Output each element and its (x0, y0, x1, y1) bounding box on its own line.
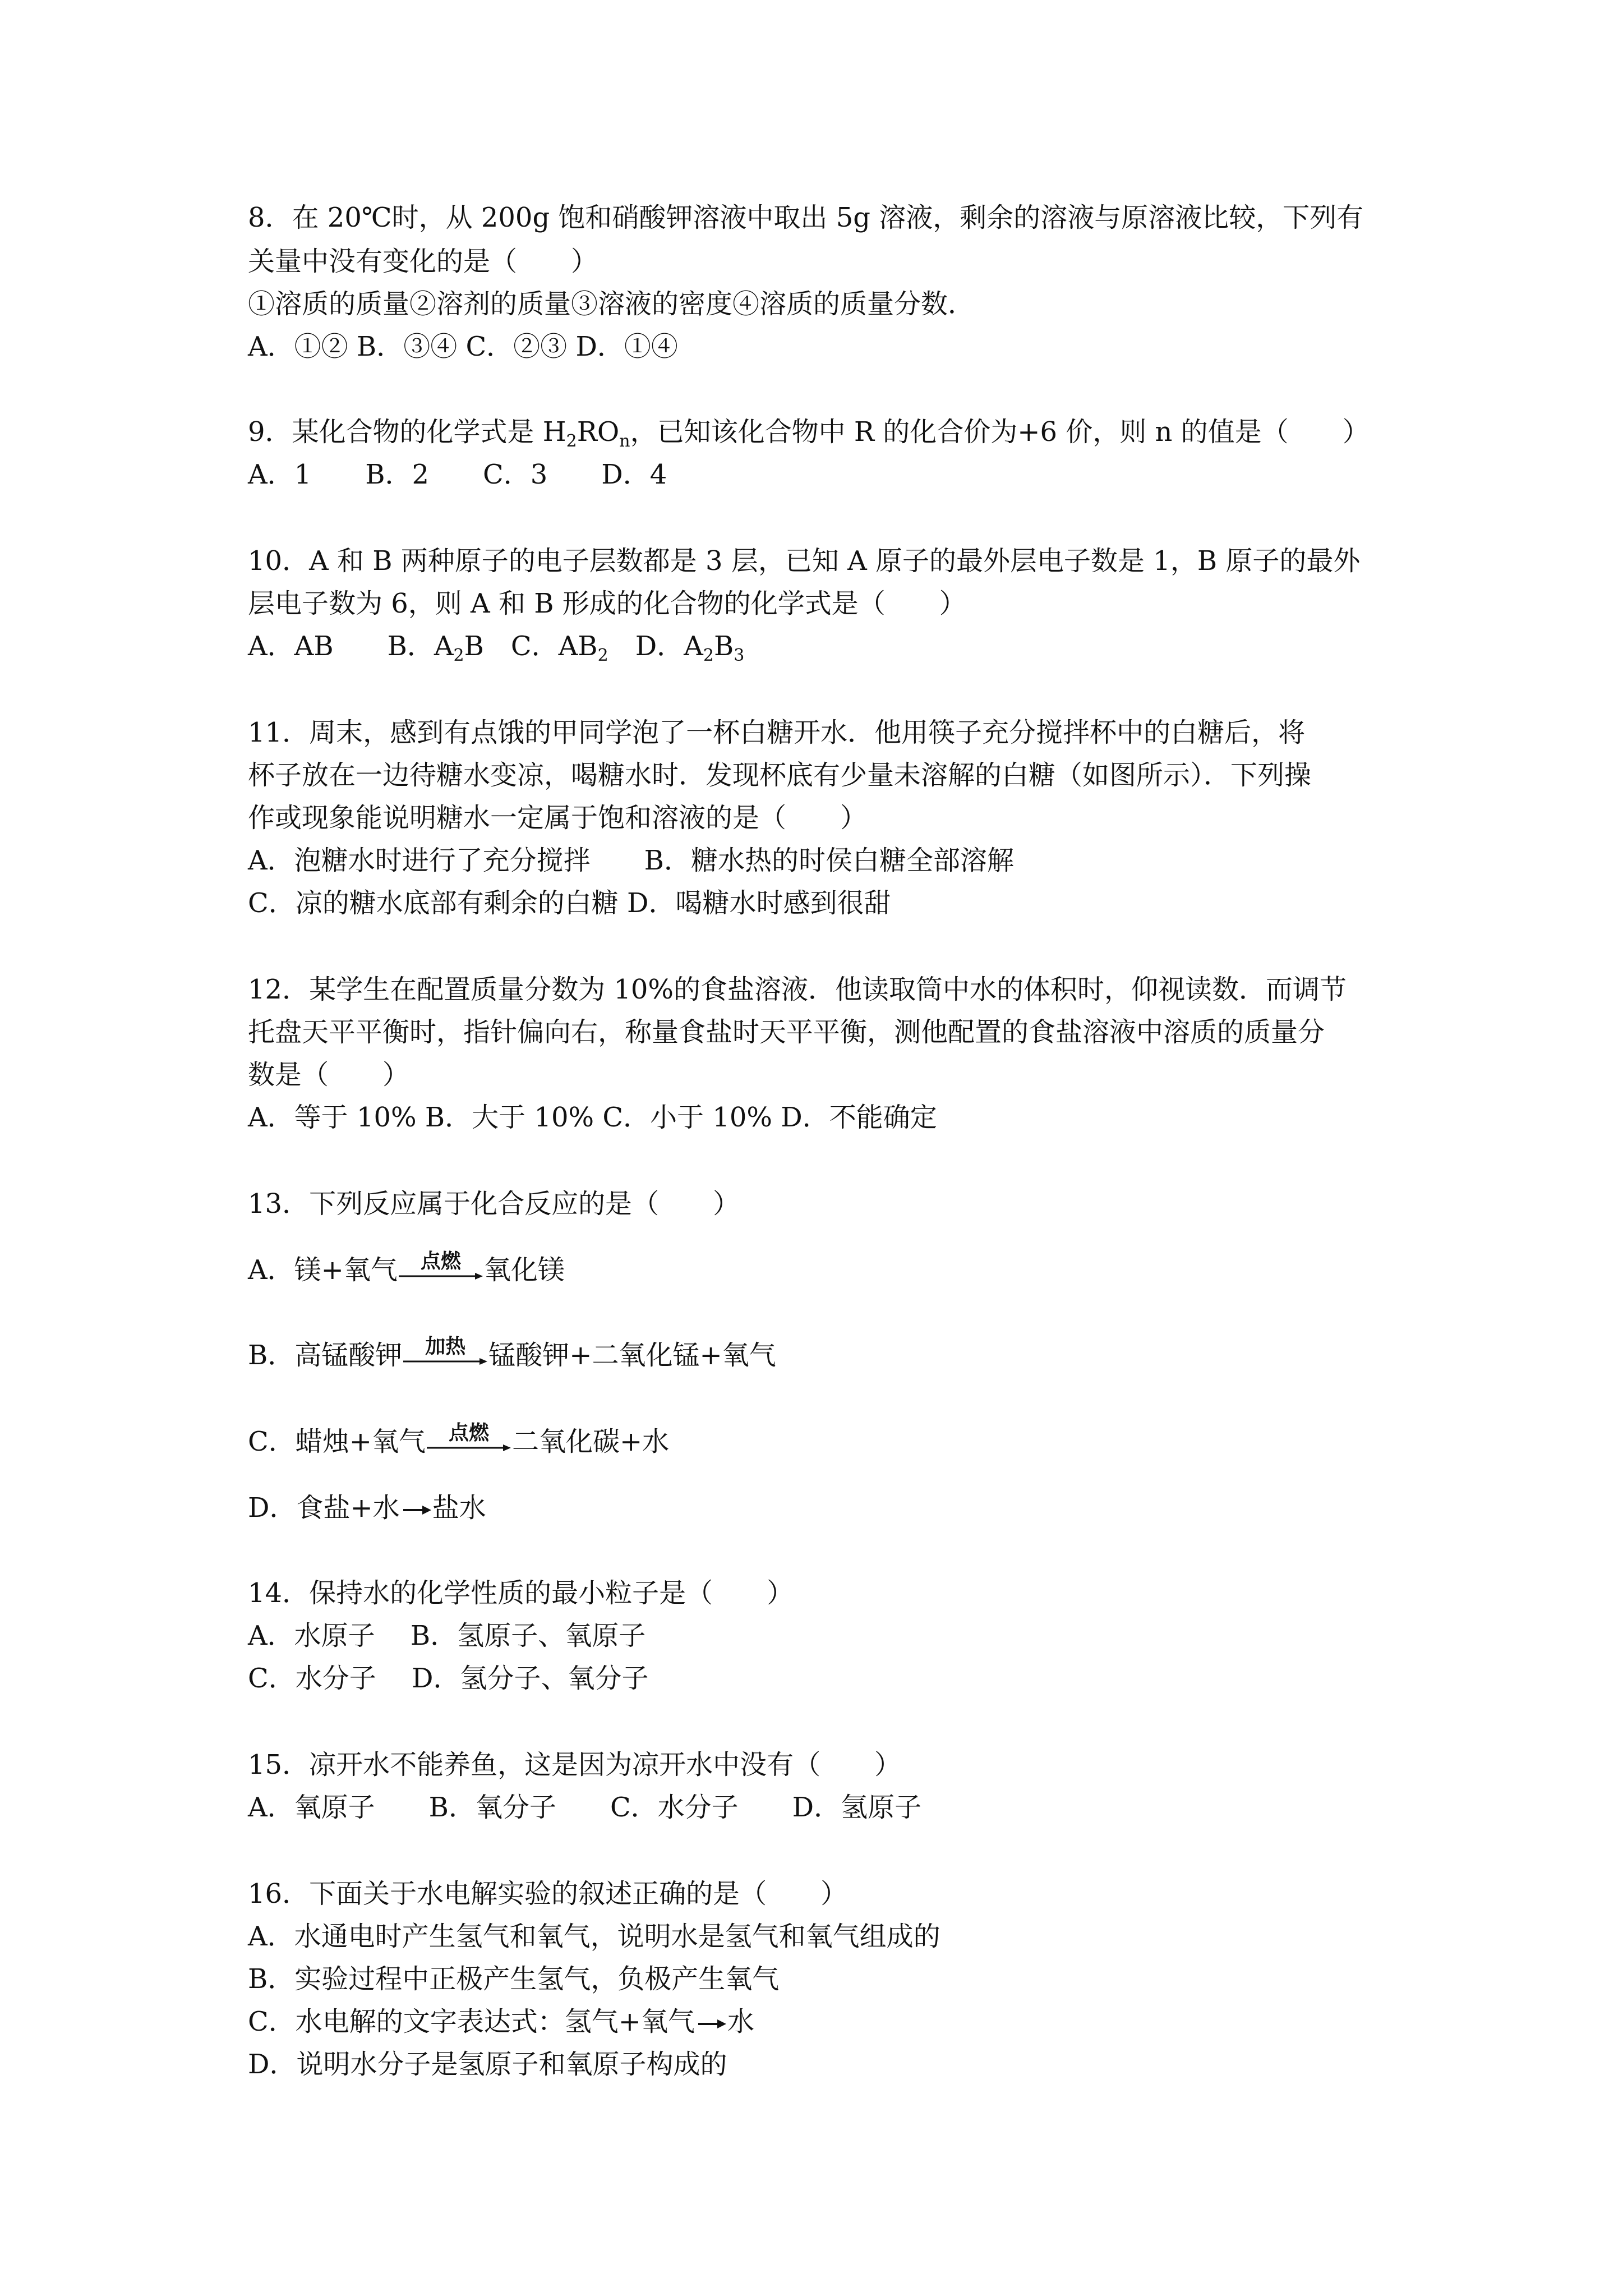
right-arrow-icon (401, 1504, 431, 1516)
q12-options: A．等于 10% B．大于 10% C．小于 10% D．不能确定 (248, 1102, 937, 1133)
q8-stem-line2: 关量中没有变化的是（ ） (248, 246, 598, 277)
q12-stem-line3: 数是（ ） (248, 1059, 410, 1091)
q11-stem-line3: 作或现象能说明糖水一定属于饱和溶液的是（ ） (248, 802, 868, 834)
right-arrow-icon (399, 1273, 483, 1280)
right-arrow-icon (403, 1358, 487, 1365)
right-arrow-icon (427, 1444, 511, 1451)
q16-option-b: B．实验过程中正极产生氢气，负极产生氧气 (248, 1963, 780, 1995)
q14-stem: 14．保持水的化学性质的最小粒子是（ ） (248, 1577, 794, 1609)
q8-stem-line3: ①溶质的质量②溶剂的质量③溶液的密度④溶质的质量分数． (248, 288, 975, 320)
q11-stem-line2: 杯子放在一边待糖水变凉，喝糖水时．发现杯底有少量未溶解的白糖（如图所示）．下列操 (248, 760, 1312, 791)
q15-options: A．氧原子 B．氧分子 C．水分子 D．氢原子 (248, 1792, 922, 1823)
q13-stem: 13．下列反应属于化合反应的是（ ） (248, 1188, 740, 1220)
q13-option-c: C．蜡烛+氧气 点燃 二氧化碳+水 (248, 1421, 670, 1457)
q13-option-d: D．食盐+水 盐水 (248, 1492, 486, 1524)
q11-options-line1: A．泡糖水时进行了充分搅拌 B．糖水热的时侯白糖全部溶解 (248, 845, 1014, 876)
q12-stem-line1: 12．某学生在配置质量分数为 10%的食盐溶液．他读取筒中水的体积时，仰视读数．而调节 (248, 974, 1347, 1005)
q10-stem-line1: 10．A 和 B 两种原子的电子层数都是 3 层，已知 A 原子的最外层电子数是 1，B 原子的最外 (248, 545, 1361, 577)
q15-stem: 15．凉开水不能养鱼，这是因为凉开水中没有（ ） (248, 1749, 902, 1780)
q16-option-c: C．水电解的文字表达式：氢气+氧气 水 (248, 2006, 754, 2037)
q13-option-a: A．镁+氧气 点燃 氧化镁 (248, 1250, 565, 1286)
q10-options: A．AB B．$A_2B$ C．$AB_2$ D．$A_2B_3$ (248, 631, 745, 665)
q13-option-b: B．高锰酸钾 加热 锰酸钾+二氧化锰+氧气 (248, 1335, 776, 1371)
q9-stem: 9．某化合物的化学式是 $H_2RO_n$，已知该化合物中 R 的化合价为+6 价，则 n 的值是（ ） (248, 416, 1370, 451)
q16-stem: 16．下面关于水电解实验的叙述正确的是（ ） (248, 1878, 848, 1910)
q16-option-d: D．说明水分子是氢原子和氧原子构成的 (248, 2049, 727, 2080)
condition-arrow: 加热 (403, 1337, 487, 1365)
q11-options-line2: C．凉的糖水底部有剩余的白糖 D．喝糖水时感到很甜 (248, 887, 891, 919)
q8-options: A．①② B．③④ C．②③ D．①④ (248, 331, 678, 362)
q14-options-line2: C．水分子 D．氢分子、氧分子 (248, 1663, 649, 1694)
q9-options: A．1 B．2 C．3 D．4 (248, 459, 667, 490)
right-arrow-icon (696, 2018, 726, 2030)
q8-stem-line1: 8．在 20℃时，从 200g 饱和硝酸钾溶液中取出 5g 溶液，剩余的溶液与原溶液比较，下列有 (248, 202, 1364, 233)
q12-stem-line2: 托盘天平平衡时，指针偏向右，称量食盐时天平平衡，测他配置的食盐溶液中溶质的质量分 (248, 1016, 1325, 1048)
q14-options-line1: A．水原子 B．氢原子、氧原子 (248, 1620, 646, 1651)
condition-arrow: 点燃 (427, 1423, 511, 1451)
q10-stem-line2: 层电子数为 6，则 A 和 B 形成的化合物的化学式是（ ） (248, 588, 966, 619)
q11-stem-line1: 11．周末，感到有点饿的甲同学泡了一杯白糖开水．他用筷子充分搅拌杯中的白糖后，将 (248, 717, 1306, 748)
condition-arrow: 点燃 (399, 1251, 483, 1280)
q16-option-a: A．水通电时产生氢气和氧气，说明水是氢气和氧气组成的 (248, 1921, 940, 1952)
